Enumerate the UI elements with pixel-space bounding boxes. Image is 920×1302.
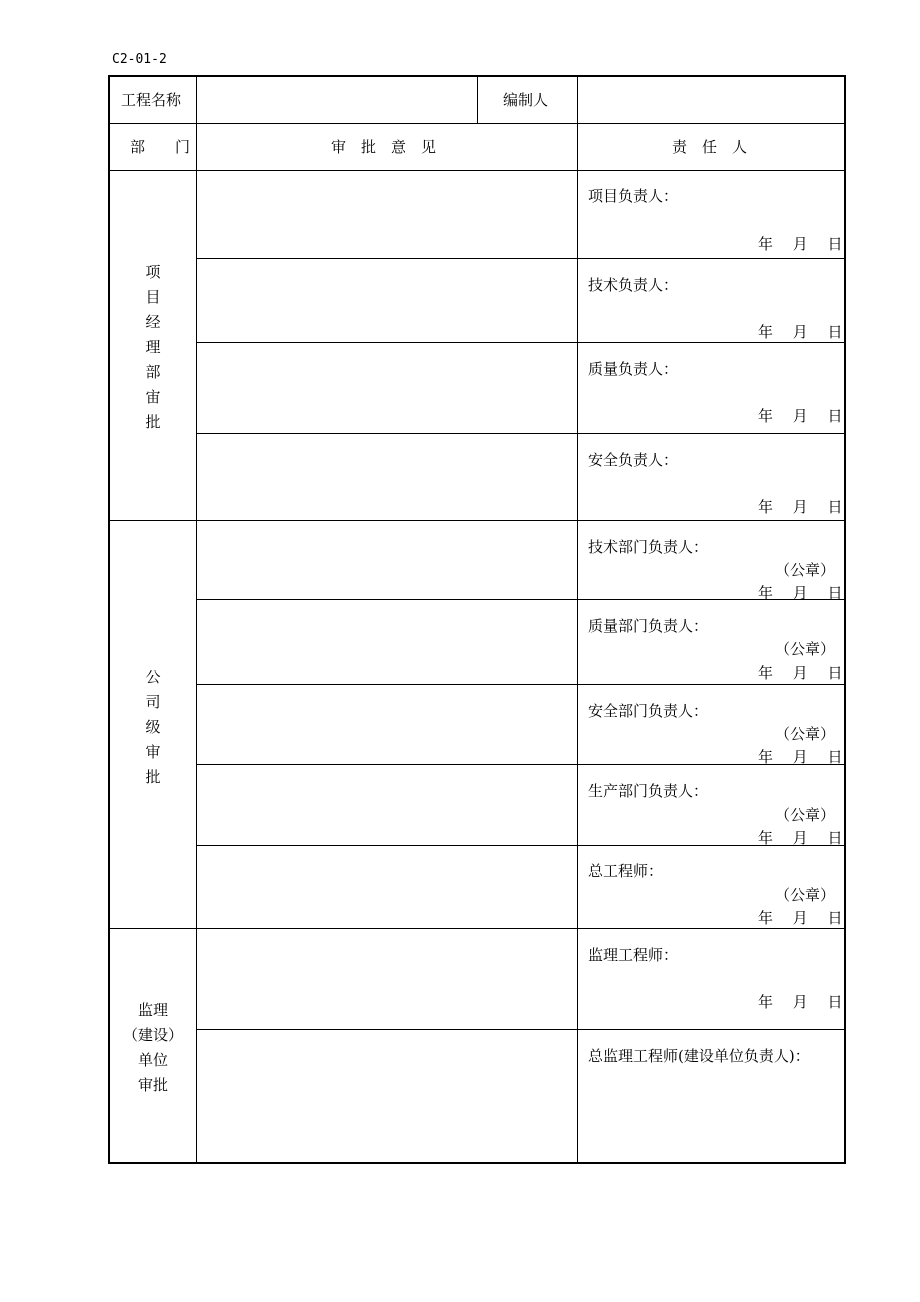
opinion-cell-tech-dept[interactable] <box>198 522 576 598</box>
role-label: 总监理工程师(建设单位负责人)： <box>588 1047 810 1065</box>
column-responsible: 责 任 人 <box>672 138 748 156</box>
date-placeholder: 年 月 日 <box>758 748 843 766</box>
row-line <box>108 520 846 521</box>
date-placeholder: 年 月 日 <box>758 829 843 847</box>
row-line <box>197 1029 845 1030</box>
row-line <box>197 845 845 846</box>
opinion-cell-supervision-engineer[interactable] <box>198 930 576 1028</box>
role-label: 监理工程师： <box>588 946 679 964</box>
row-line <box>197 433 845 434</box>
role-label: 安全负责人： <box>588 451 679 469</box>
form-code: C2-01-2 <box>112 52 167 67</box>
seal-placeholder: （公章） <box>775 640 836 658</box>
role-label: 生产部门负责人： <box>588 782 709 800</box>
role-label: 质量部门负责人： <box>588 617 709 635</box>
seal-placeholder: （公章） <box>775 561 836 579</box>
column-opinion: 审 批 意 见 <box>331 138 437 156</box>
row-line <box>108 123 846 124</box>
role-label: 项目负责人： <box>588 187 679 205</box>
section-label-supervision: 监理 （建设） 单位 审批 <box>122 1001 183 1094</box>
preparer-label: 编制人 <box>503 91 549 109</box>
divider-opinion <box>577 76 578 1163</box>
opinion-cell-chief-supervisor[interactable] <box>198 1031 576 1161</box>
opinion-cell-chief-engineer[interactable] <box>198 847 576 927</box>
table-border-right <box>844 75 846 1164</box>
opinion-cell-production-dept[interactable] <box>198 766 576 844</box>
opinion-cell-quality-dept[interactable] <box>198 601 576 683</box>
date-placeholder: 年 月 日 <box>758 407 843 425</box>
date-placeholder: 年 月 日 <box>758 323 843 341</box>
row-line <box>197 599 845 600</box>
role-label: 总工程师： <box>588 862 664 880</box>
section-label-project-dept: 项 目 经 理 部 宙 批 <box>145 263 161 431</box>
preparer-field[interactable] <box>579 78 843 122</box>
divider-preparer <box>477 76 478 123</box>
seal-placeholder: （公章） <box>775 806 836 824</box>
opinion-cell-quality-leader[interactable] <box>198 344 576 432</box>
role-label: 安全部门负责人： <box>588 702 709 720</box>
date-placeholder: 年 月 日 <box>758 235 843 253</box>
seal-placeholder: （公章） <box>775 725 836 743</box>
seal-placeholder: （公章） <box>775 886 836 904</box>
role-label: 技术部门负责人： <box>588 538 709 556</box>
section-label-company: 公 司 级 审 批 <box>145 668 161 786</box>
date-placeholder: 年 月 日 <box>758 584 843 602</box>
opinion-cell-safety-dept[interactable] <box>198 686 576 763</box>
date-placeholder: 年 月 日 <box>758 993 843 1011</box>
row-line <box>197 764 845 765</box>
project-name-label: 工程名称 <box>121 91 182 109</box>
row-line <box>197 342 845 343</box>
row-line <box>108 928 846 929</box>
table-border-bottom <box>108 1162 846 1164</box>
column-department: 部 门 <box>130 138 191 156</box>
role-label: 质量负责人： <box>588 360 679 378</box>
opinion-cell-project-leader[interactable] <box>198 172 576 257</box>
row-line <box>197 258 845 259</box>
project-name-field[interactable] <box>198 78 476 122</box>
date-placeholder: 年 月 日 <box>758 664 843 682</box>
role-label: 技术负责人： <box>588 276 679 294</box>
date-placeholder: 年 月 日 <box>758 909 843 927</box>
opinion-cell-technical-leader[interactable] <box>198 260 576 341</box>
date-placeholder: 年 月 日 <box>758 498 843 516</box>
row-line <box>108 170 846 171</box>
opinion-cell-safety-leader[interactable] <box>198 435 576 519</box>
row-line <box>197 684 845 685</box>
